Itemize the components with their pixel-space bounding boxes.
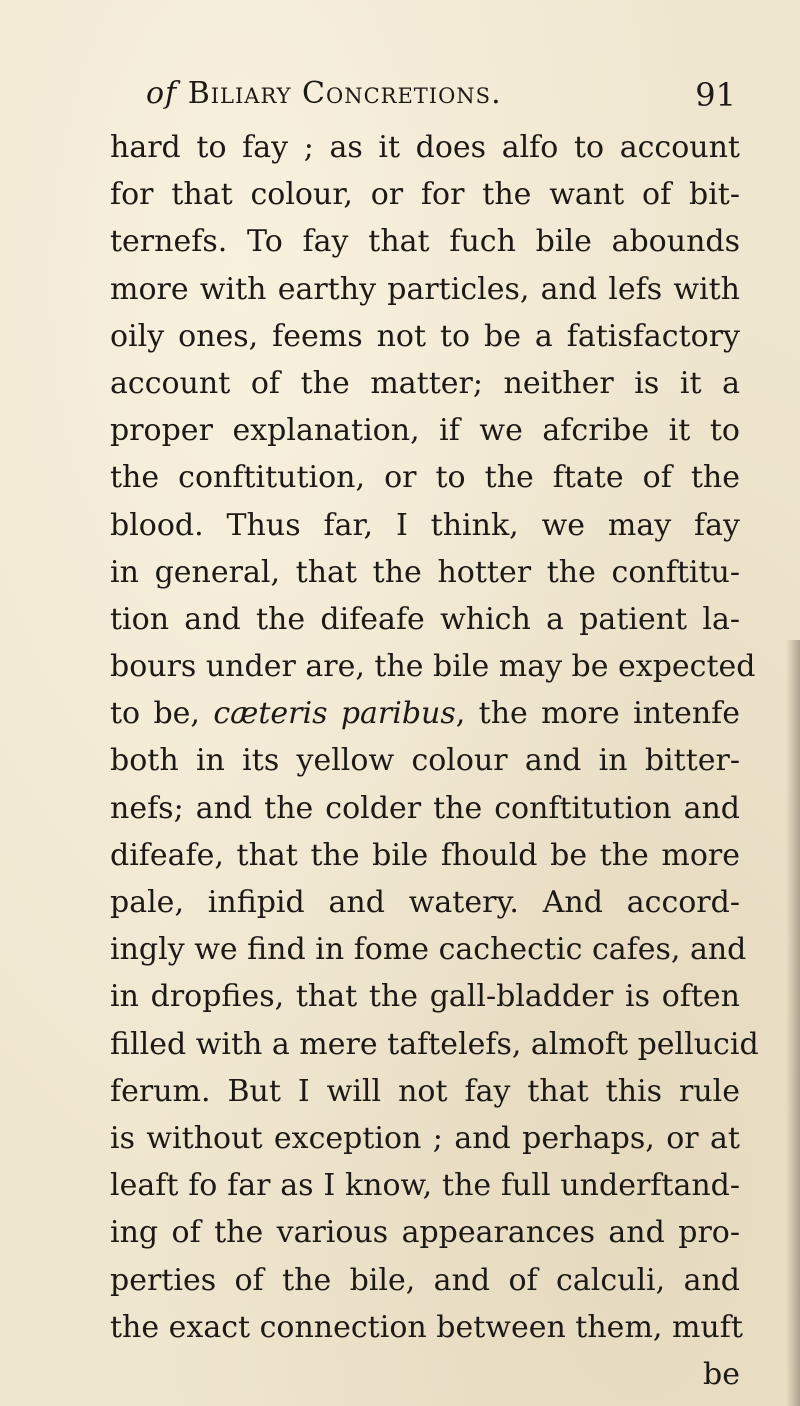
text-line: leaft fo far as I know, the full underftand- (110, 1168, 740, 1204)
text-line: oily ones, feems not to be a fatisfactory (110, 318, 740, 354)
text-line: ingly we find in fome cachectic cafes, and (110, 932, 747, 968)
page-edge-shadow (786, 640, 800, 1406)
text-line: nefs; and the colder the conftitution and (110, 790, 740, 826)
text-line: ternefs. To fay that fuch bile abounds (110, 224, 740, 260)
text-line: tion and the difeafe which a patient la- (110, 601, 740, 637)
text-line: ing of the various appearances and pro- (110, 1215, 740, 1251)
text-line: pale, infipid and watery. And accord- (110, 885, 740, 920)
text-line: in general, that the hotter the conftitu- (110, 554, 740, 590)
text-line: bours under are, the bile may be expected (110, 649, 756, 685)
page-number: 91 (695, 76, 736, 114)
text-line: more with earthy particles, and lefs with (110, 271, 740, 307)
text-line: in dropfies, that the gall-bladder is often (110, 979, 740, 1015)
italic-phrase: cæteris paribus (213, 696, 456, 732)
text-line: for that colour, or for the want of bit- (110, 177, 740, 213)
text-segment: to be, (110, 696, 214, 732)
text-line: proper explanation, if we afcribe it to (110, 413, 740, 449)
text-line: perties of the bile, and of calculi, and (110, 1262, 740, 1298)
running-head-title: Biliary Concretions. (187, 76, 502, 111)
text-segment: , the more intenfe (455, 696, 741, 732)
text-line: account of the matter; neither is it a (110, 365, 740, 401)
text-line: hard to fay ; as it does alfo to account (110, 130, 740, 165)
text-line: ferum. But I will not fay that this rule (110, 1073, 740, 1109)
text-line: is without exception ; and perhaps, or at (110, 1120, 740, 1156)
text-line: the conftitution, or to the ftate of the (110, 460, 740, 496)
text-line: the exact connection between them, muft (110, 1309, 743, 1345)
running-head (146, 76, 502, 111)
page-header (146, 76, 736, 126)
text-line: filled with a mere taftelefs, almoft pellucid (110, 1026, 759, 1062)
running-head-of: of (146, 76, 178, 111)
text-line: blood. Thus far, I think, we may fay (110, 507, 740, 543)
text-line-with-italic (110, 690, 740, 737)
catchword: be (703, 1356, 740, 1392)
text-line: difeafe, that the bile fhould be the more (110, 837, 740, 873)
body-text (110, 124, 759, 1398)
text-line: both in its yellow colour and in bitter- (110, 743, 740, 779)
